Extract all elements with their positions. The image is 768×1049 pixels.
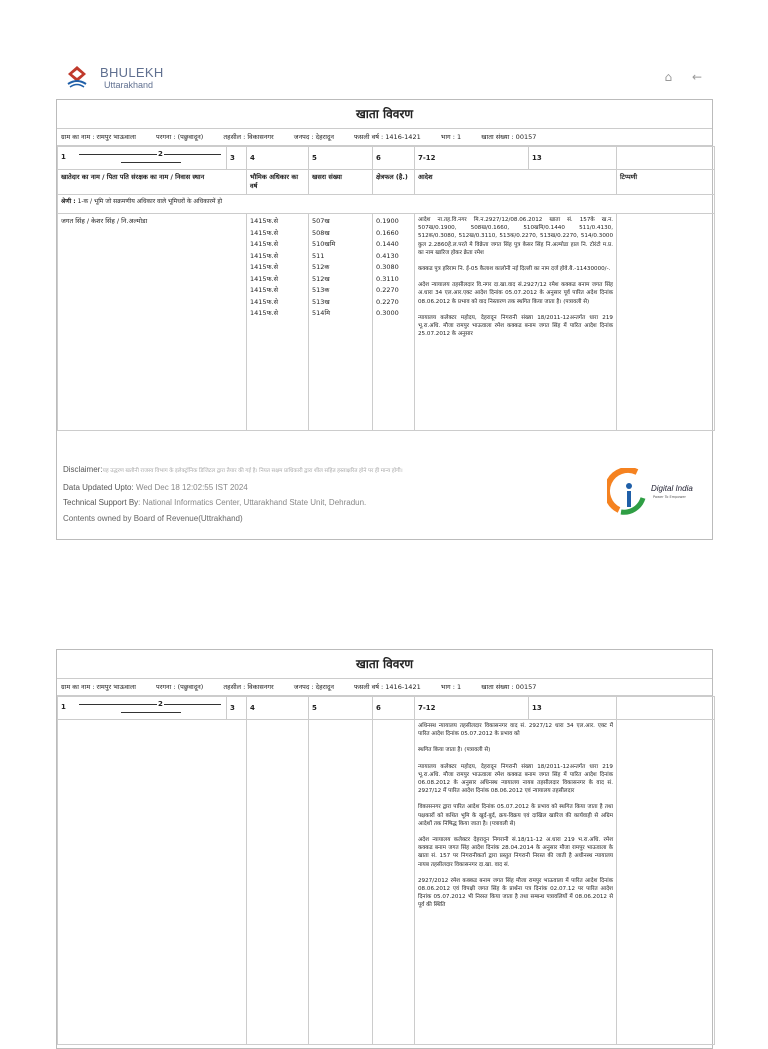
- list-item: 0.1440: [376, 240, 399, 248]
- footer-info: [63, 462, 403, 526]
- col-num-7-12: 7-12: [415, 147, 529, 170]
- tehsil: तहसील : विकासनगर: [223, 683, 274, 691]
- list-item: 1415फ.से: [250, 309, 279, 317]
- category-text: 1-क / भूमि जो सक्रमणीय अधिकार वाले भूमिधरों के अधिकारमें हो: [77, 198, 223, 205]
- col-num-1: 1: [61, 703, 66, 711]
- right-header: भौमिक अधिकार का वर्ष: [247, 170, 309, 195]
- list-item: 514मि: [312, 309, 330, 317]
- list-item: 0.2270: [376, 286, 399, 294]
- order-paragraph: आदेश ना.तह.वि.नगर मि.न.2927/12/08.06.2012 खाता सं. 157के ख.न. 507ख/0.1900, 508ख/0.1660, 510खमि/0.1440 511/0.4130, 512क/0.3080, 512ख/0.3110, 513क/0.2270, 513ख/0.2270, 514/0.3000 कुल 2.2860हे.ल.परते मे विक्रेता जगत सिंह पुत्र केसर सिंह नि.अल्मोडा हाल नि. टोरंटो म.प्र. का नाम खारिज होकर क्रेता रमेश: [418, 217, 613, 256]
- col-num-3: 3: [227, 697, 247, 720]
- uttarakhand-emblem-icon: [64, 64, 90, 90]
- list-item: 0.3110: [376, 274, 399, 283]
- khata-table: [57, 146, 715, 431]
- digital-india-icon: [607, 468, 651, 518]
- record-title: खाता विवरण: [57, 100, 712, 129]
- list-item: 1415फ.से: [250, 274, 279, 283]
- rights-list: [247, 214, 309, 431]
- khata-number: खाता संख्या : 00157: [481, 683, 537, 691]
- list-item: 1415फ.से: [250, 263, 279, 271]
- col-num-13: 13: [529, 697, 617, 720]
- column-number-row: [58, 147, 715, 170]
- digital-india-logo: [607, 468, 707, 518]
- support-value: : National Informatics Center, Uttarakhand State Unit, Dehradun.: [138, 498, 367, 507]
- list-item: 510खमि: [312, 240, 336, 248]
- khasra-header: खसरा संख्या: [309, 170, 373, 195]
- order-paragraph: कक्कड पुत्र हरिराम नि. ई-05 कैलाश कालोनी नई दिल्ली का नाम दर्ज होवे.बै.-11430000/-.: [418, 266, 611, 273]
- order-paragraph: अदेश न्यायालय तहसीलदार वि.नगर दा.खा.वाद सं.2927/12 रमेश कक्कड बनाम जगत सिंह अ.धारा 34 एल.आर.एक्ट आदेश दिनांक 05.07.2012 के अनुसार पूर्व पारित अदेश दिनांक 08.06.2012 के प्रभाव को वाद निस्तारण तक स्थगित किया जाता है। (पत्रावली से): [418, 282, 613, 305]
- fasli-year: फसली वर्ष : 1416-1421: [354, 133, 421, 141]
- village-name: ग्राम का नाम : रामपुर भाऊवाला: [61, 683, 136, 691]
- brand-state: Uttarakhand: [104, 80, 154, 90]
- list-item: 0.1660: [376, 228, 399, 237]
- list-item: 1415फ.से: [250, 297, 279, 306]
- list-item: 1415फ.से: [250, 251, 279, 260]
- tehsil: तहसील : विकासनगर: [223, 133, 274, 141]
- col-num-5: 5: [309, 697, 373, 720]
- list-item: 507ख: [312, 217, 330, 225]
- remark-header: टिप्पणी: [617, 170, 715, 195]
- owner-header: खातेदार का नाम / पिता पति संरक्षक का नाम / निवास स्थान: [58, 170, 247, 195]
- list-item: 0.1900: [376, 217, 399, 225]
- bhaag: भाग : 1: [440, 133, 462, 141]
- disclaimer-text: यह उद्धरण खतौनी राजस्व विभाग के इलेक्ट्रॉनिक डिजिटल द्वारा तैयार की गई है। नियत सक्षम प्राधिकारी द्वारा शील सहित हस्ताक्षरित होने पर ही मान्य होगी।: [102, 468, 403, 474]
- list-item: 511: [312, 251, 325, 260]
- list-item: 1415फ.से: [250, 286, 279, 294]
- record-meta: [57, 129, 712, 146]
- col-num-5: 5: [309, 147, 373, 170]
- disclaimer-label: Disclaimer:: [63, 465, 103, 474]
- khasra-list: [309, 214, 373, 431]
- record-title: खाता विवरण: [57, 650, 712, 679]
- record-meta: [57, 679, 712, 696]
- fasli-year: फसली वर्ष : 1416-1421: [354, 683, 421, 691]
- list-item: 0.3080: [376, 263, 399, 271]
- order-paragraph: न्यायालय कलेक्टर महोदय, देहरादून निगरानी संख्या 18/2011-12अन्तर्गत धारा 219 भू.रा.अधि. मौजा रामपुर भाऊवाला रमेश कक्कड बनाम जगत सिंह में पारित आदेश दिनांक 25.07.2012 के अनुसार: [418, 314, 613, 338]
- list-item: 512क: [312, 263, 330, 271]
- order-paragraph: न्यायालय कलेक्टर महोदय, देहरादून निगरानी संख्या 18/2011-12अन्तर्गत धारा 219 भू.रा.अधि. मौजा रामपुर भाऊवाला रमेश कक्कड बनाम जगत सिंह में पारित आदेश दिनांक 06.08.2012 के अनुसार अधिनस्थ न्यायालय नायब तहसीलदार विकासनगर के वाद सं. 2927/12 में पारित आदेश दिनांक 08.06.2012 एवं न्यायालय तहसीलदार: [418, 763, 613, 795]
- order-paragraph: विकासनगर द्वारा पारित आदेश दिनांक 05.07.2012 के प्रभाव को स्थगित किया जाता है तथा पक्षकारों को कथित भूमि के खुर्द-बुर्द, क्रय-विक्रय एवं दाखिल खारिज की कार्यवाही से अग्रिम आदेशों तक निषिद्ध किया जाता है। (पत्रावली से): [418, 804, 613, 827]
- pargana: परगना : (पछुवादून): [156, 133, 204, 141]
- list-item: 0.4130: [376, 251, 399, 260]
- pargana: परगना : (पछुवादून): [156, 683, 204, 691]
- table-row: [58, 214, 715, 431]
- header-row: [58, 170, 715, 195]
- updated-value: Wed Dec 18 12:02:55 IST 2024: [135, 482, 248, 492]
- order-paragraph: अदेश न्यायालय कलेक्टर देहरादून निगरानी सं.18/11-12 अ.धारा 219 भ.रा.अधि. रमेश कक्कड बनाम जगत सिंह आदेश दिनांक 28.04.2014 के अनुसार मौजा रामपुर भाऊवाला के खाता सं. 157 पर निगरानीकर्ता द्वारा प्रस्तुत निगरानी निरस्त की जाती है अधीनस्थ न्यायालय नायब तहसीलदार विकासनगर दा.खा. वाद सं.: [418, 837, 613, 868]
- digital-india-tagline: Power To Empower: [653, 495, 686, 499]
- list-item: 513ख: [312, 297, 330, 306]
- col-num-2: 2: [158, 700, 163, 708]
- col-num-6: 6: [373, 697, 415, 720]
- list-item: 508ख: [312, 228, 330, 237]
- col-num-4: 4: [247, 697, 309, 720]
- order-paragraph: 2927/2012 रमेश कक्कड बनाम जगत सिंह मौजा रामपुर भाऊवाला में पारित आदेश दिनांक 08.06.2012 एवं विपक्षी जगत सिंह के प्रार्थना पत्र दिनांक 02.07.12 पर पारित आदेश दिनांक 05.07.2012 भी निरस्त किया जाता है तथा सम्बन्ध पत्रावलियों में 08.06.2012 से पूर्व की स्थिति: [418, 877, 613, 909]
- content-owner: Contents owned by Board of Revenue(Uttrakhand): [63, 513, 243, 523]
- table-row: [58, 720, 715, 1045]
- order-text: [415, 214, 617, 431]
- bhaag: भाग : 1: [440, 683, 462, 691]
- column-number-row: [58, 697, 715, 720]
- category-row: [58, 195, 715, 214]
- owner-name: जगत सिंह / केशर सिंह / नि.अल्मोडा: [58, 214, 247, 431]
- back-arrow-icon[interactable]: ←: [691, 70, 702, 84]
- order-header: आदेश: [415, 170, 617, 195]
- home-icon[interactable]: ⌂: [664, 70, 673, 84]
- digital-india-text: Digital India: [651, 484, 693, 493]
- col-num-3: 3: [227, 147, 247, 170]
- district: जनपद : देहरादून: [293, 683, 334, 691]
- area-header: क्षेत्रफल (है.): [373, 170, 415, 195]
- list-item: 0.3000: [376, 309, 399, 317]
- updated-label: Data Updated Upto:: [63, 482, 134, 492]
- order-paragraph: स्थगित किया जाता है। (पत्रावली से): [418, 747, 491, 754]
- remark-cell: [617, 214, 715, 431]
- col-num-13: 13: [529, 147, 617, 170]
- order-text: [415, 720, 617, 1045]
- khata-record-page-2: [56, 649, 713, 1049]
- col-num-6: 6: [373, 147, 415, 170]
- khata-number: खाता संख्या : 00157: [481, 133, 537, 141]
- support-label: Technical Support By: [63, 498, 139, 507]
- brand-name[interactable]: BHULEKH: [100, 65, 164, 80]
- list-item: 1415फ.से: [250, 240, 279, 248]
- list-item: 0.2270: [376, 297, 399, 306]
- category-label: श्रेणी :: [61, 198, 76, 205]
- khata-table: [57, 696, 715, 1045]
- village-name: ग्राम का नाम : रामपुर भाऊवाला: [61, 133, 136, 141]
- list-item: 1415फ.से: [250, 228, 279, 237]
- area-list: [373, 214, 415, 431]
- col-num-4: 4: [247, 147, 309, 170]
- list-item: 512ख: [312, 274, 330, 283]
- col-num-2: 2: [158, 150, 163, 158]
- khata-record-page-1: [56, 99, 713, 540]
- list-item: 513क: [312, 286, 330, 294]
- col-num-7-12: 7-12: [415, 697, 529, 720]
- order-paragraph: अधिनस्थ न्यायालय तहसीलदार विकासनगर वाद सं. 2927/12 धारा 34 एल.आर. एक्ट में पारित आदेश दिनांक 05.07.2012 के प्रभाव को: [418, 723, 613, 738]
- remark-cell: [617, 720, 715, 1045]
- site-header: [60, 62, 720, 96]
- list-item: 1415फ.से: [250, 217, 279, 225]
- col-num-1: 1: [61, 153, 66, 161]
- district: जनपद : देहरादून: [293, 133, 334, 141]
